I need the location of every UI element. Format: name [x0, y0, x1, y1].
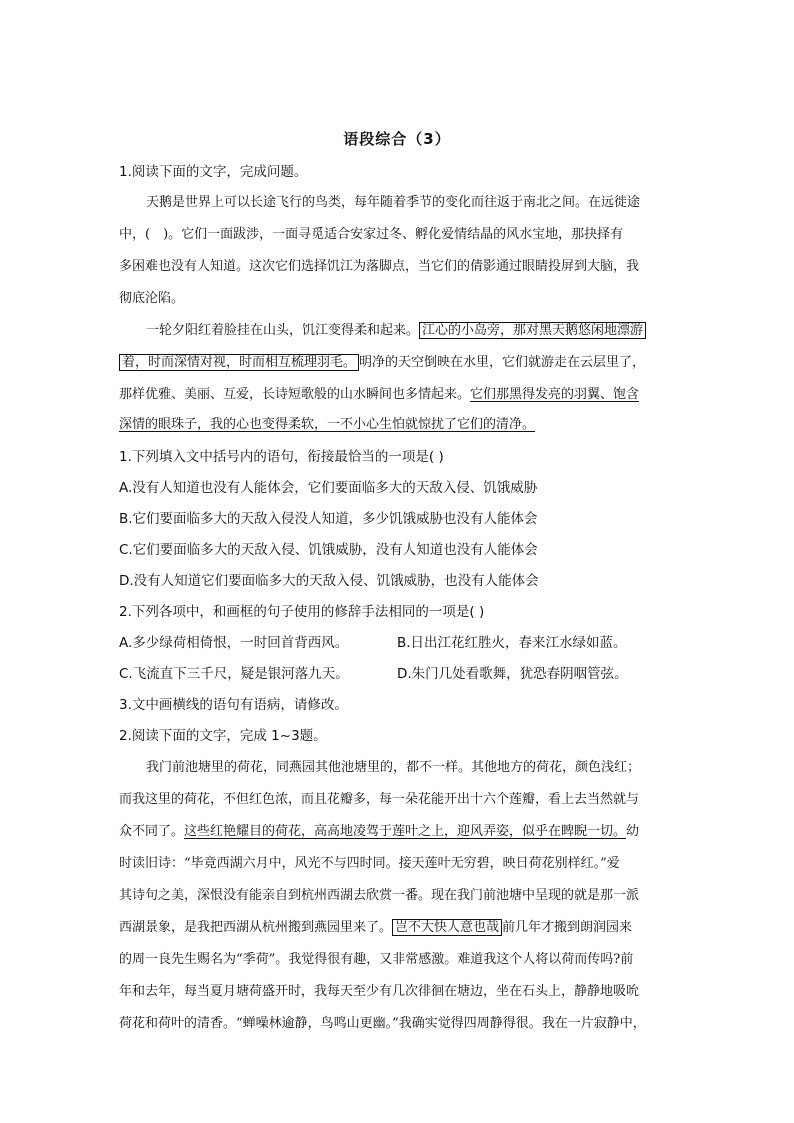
q1-passage-line: 天鹅是世界上可以长途飞行的鸟类，每年随着季节的变化而往返于南北之间。在远徙途 [146, 195, 641, 210]
page-title: 语段综合（3） [343, 130, 451, 148]
q2-passage-text: 幼 [626, 824, 640, 839]
sub2-option-b: B.日出江花红胜火，春来江水绿如蓝。 [397, 635, 627, 651]
q2-passage-line: 的周一良先生赐名为“季荷”。我觉得很有趣，又非常感激。难道我这个人将以荷而传吗?前 [119, 952, 634, 967]
sub2-option-d: D.朱门几处看歌舞，犹恐春阴咽管弦。 [397, 666, 628, 682]
boxed-sentence: 江心的小岛旁，那对黑天鹅悠闲地漂游 [419, 322, 646, 339]
q2-passage-text: 西湖景象，是我把西湖从杭州搬到燕园里来了。 [119, 920, 393, 935]
q2-passage-line: 而我这里的荷花，不但红色浓，而且花瓣多，每一朵花能开出十六个莲瓣，看上去当然就与 [119, 792, 640, 807]
sub1-stem: 1.下列填入文中括号内的语句，衔接最恰当的一项是( ) [119, 449, 444, 465]
q2-passage-line [119, 918, 675, 938]
q1-passage-line [119, 385, 675, 405]
q1-passage-line: 中，( )。它们一面跋涉，一面寻觅适合安家过冬、孵化爱情结晶的风水宝地，那抉择有 [119, 227, 624, 242]
sub3-stem: 3.文中画横线的语句有语病，请修改。 [119, 697, 348, 713]
sub1-option-d: D.没有人知道它们要面临多大的天敌入侵、饥饿威胁，也没有人能体会 [119, 573, 539, 589]
q2-passage-line: 年和去年，每当夏月塘荷盛开时，我每天至少有几次徘徊在塘边，坐在石头上，静静地吸吮 [119, 984, 640, 999]
q2-passage-line [119, 822, 675, 842]
q1-passage-text: 一轮夕阳红着脸挂在山头，饥江变得柔和起来。 [146, 323, 420, 338]
q1-passage-text: 明净的天空倒映在水里，它们就游走在云层里了， [359, 355, 646, 370]
q1-heading: 1.阅读下面的文字，完成问题。 [119, 164, 308, 180]
q1-passage-line [119, 415, 675, 435]
sub1-option-a: A.没有人知道也没有人能体会，它们要面临多大的天敌入侵、饥饿威胁 [119, 480, 538, 496]
q1-passage-line: 彻底沦陷。 [119, 291, 185, 306]
sub2-option-a: A.多少绿荷相倚恨，一时回首背西风。 [119, 635, 349, 651]
q2-passage-line: 我门前池塘里的荷花，同燕园其他池塘里的，都不一样。其他地方的荷花，颜色浅红； [146, 760, 641, 775]
underlined-sentence: 深情的眼珠子，我的心也变得柔软，一不小心生怕就惊扰了它们的清净。 [119, 417, 536, 432]
underlined-sentence: 这些红艳耀目的荷花，高高地凌驾于莲叶之上，迎风弄姿，似乎在睥睨一切。 [184, 824, 627, 839]
q2-passage-text: 众不同了。 [119, 824, 185, 839]
q1-passage-line [119, 321, 675, 341]
sub1-option-c: C.它们要面临多大的天敌入侵、饥饿威胁，没有人知道也没有人能体会 [119, 542, 538, 558]
q2-passage-text: 前几年才搬到朗润园来 [502, 920, 633, 935]
boxed-sentence: 岂不大快人意也哉 [392, 919, 502, 936]
q2-passage-line: 荷花和荷叶的清香。“蝉噪林逾静，鸟鸣山更幽。”我确实觉得四周静得很。我在一片寂静中， [119, 1016, 646, 1031]
sub2-option-c: C.飞流直下三千尺，疑是银河落九天。 [119, 666, 349, 682]
boxed-sentence: 着，时而深情对视，时而相互梳理羽毛。 [119, 354, 359, 371]
q2-passage-line: 其诗句之美，深恨没有能亲自到杭州西湖去欣赏一番。现在我门前池塘中呈现的就是那一派 [119, 888, 640, 903]
underlined-sentence: 它们那黑得发亮的羽翼、饱含 [470, 387, 640, 402]
sub2-stem: 2.下列各项中，和画框的句子使用的修辞手法相同的一项是( ) [119, 604, 485, 620]
sub1-option-b: B.它们要面临多大的天敌入侵没人知道，多少饥饿威胁也没有人能体会 [119, 511, 538, 527]
q1-passage-line [119, 353, 675, 373]
q1-passage-text: 那样优雅、美丽、互爱，长诗短歌般的山水瞬间也多情起来。 [119, 387, 471, 402]
q2-heading: 2.阅读下面的文字，完成 1~3题。 [119, 728, 327, 744]
q1-passage-line: 多困难也没有人知道。这次它们选择饥江为落脚点，当它们的倩影通过眼睛投屏到大脑，我 [119, 259, 640, 274]
q2-passage-line: 时读旧诗：“毕竟西湖六月中，风光不与四时同。接天莲叶无穷碧，映日荷花别样红。”爱 [119, 856, 620, 871]
